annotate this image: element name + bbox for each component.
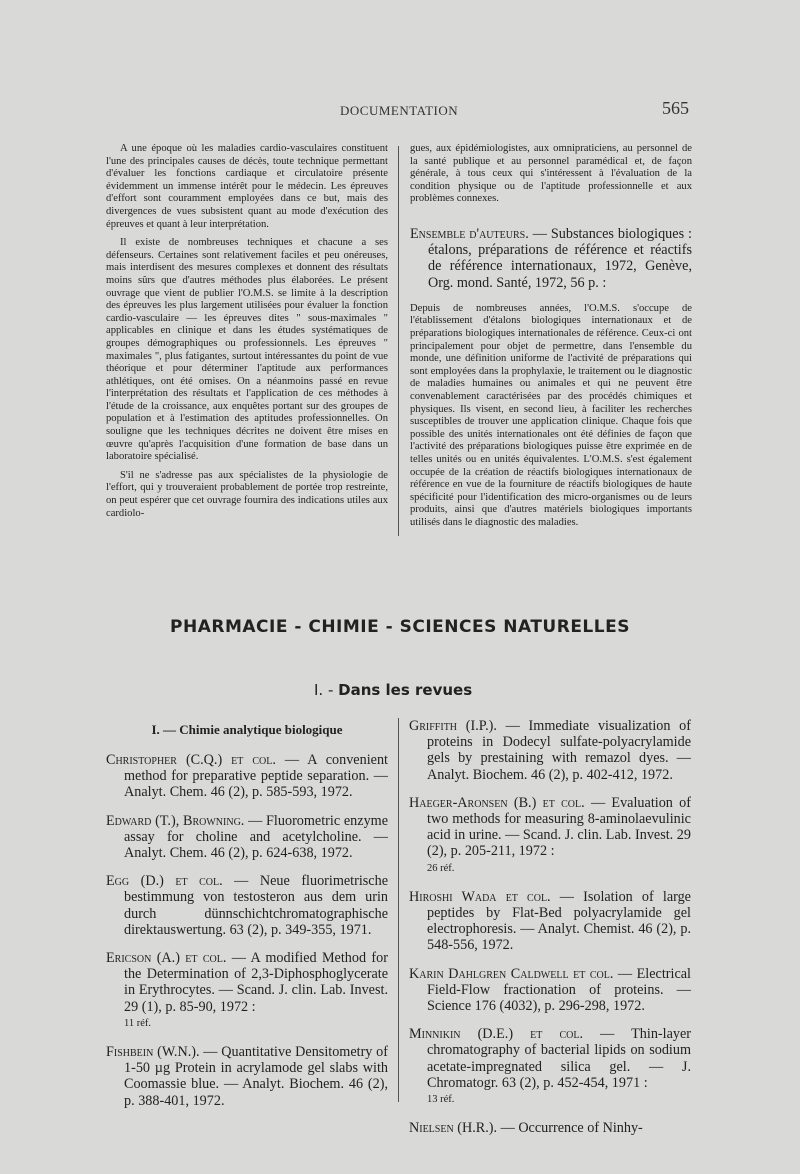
entry-text: — Immediate visualization of proteins in Dodecyl sulfate-polyacrylamide gels by prestaining with remazol dyes. — Analyt. Biochem. 46 (2), p. 402-412, 1972. (427, 718, 691, 783)
top-left-column (106, 143, 388, 526)
entry-author: Christopher (C.Q.) et col. (106, 752, 276, 768)
column-divider (398, 718, 399, 1102)
entry-author: Haeger-Aronsen (B.) et col. (409, 794, 585, 811)
bibliography-entry (106, 752, 388, 801)
paragraph: gues, aux épidémiologistes, aux omnipraticiens, au personnel de la santé publique et au personnel paramédical et, de façon générale, à tous ceux qui s'intéressent à l'évaluation de la condition physique ou de l'aptitude professionnelle et aux problèmes connexes. (410, 143, 692, 205)
entry-author: Griffith (I.P.). (409, 718, 497, 734)
bottom-right-column (409, 718, 691, 1148)
entry-text: — A modified Method for the Determination of 2,3-Diphosphoglycerate in Erythrocytes. — Scand. J. clin. Lab. Invest. 29 (1), p. 85-90, 1972 : (124, 950, 388, 1015)
rubric-heading: I. — Chimie analytique biologique (151, 722, 343, 737)
section-title: PHARMACIE - CHIMIE - SCIENCES NATURELLES (170, 617, 630, 637)
entry-author: Minnikin (D.E.) et col. (409, 1026, 583, 1043)
entry-author: Edward (T.), Browning. (106, 812, 245, 829)
subsection-title (314, 681, 472, 699)
continued-paragraph (410, 143, 692, 206)
paragraph: A une époque où les maladies cardio-vasculaires constituent l'une des principales causes de décès, toute technique permettant d'évaluer les fonctions cardiaque et circulatoire présente évidemment un immense intérêt pour le médecin. Les épreuves d'effort sont couramment employées dans ce but, mais des divergences de vues subsistent quant au mode d'exécution des épreuves et quant à leur interprétation. (106, 143, 388, 230)
bibliography-entry (106, 873, 388, 938)
page-number: 565 (662, 98, 689, 118)
running-head: DOCUMENTATION (340, 103, 459, 118)
entry-text: — Thin-layer chromatography of bacterial lipids on sodium acetate-impregnated silica gel. — J. Chromatogr. 63 (2), p. 452-454, 1971 : (427, 1026, 691, 1091)
top-right-column (410, 143, 692, 535)
subsection-label: Dans les revues (338, 681, 473, 699)
entry-author: Ensemble d'auteurs. (410, 225, 529, 242)
bibliography-entry (410, 226, 692, 291)
bibliography-entry (106, 813, 388, 862)
bibliography-entry (409, 795, 691, 877)
bibliography-entry (106, 950, 388, 1032)
bibliography-entry (409, 1120, 691, 1136)
bibliography-entry (106, 1044, 388, 1109)
entry-summary (410, 303, 692, 530)
entry-text: — Evaluation of two methods for measuring 8-aminolaevulinic acid in urine. — Scand. J. clin. Lab. Invest. 29 (2), p. 205-211, 1972 : (427, 794, 691, 860)
bibliography-entry (409, 966, 691, 1015)
entry-references: 11 réf. (124, 1017, 152, 1029)
entry-text: — Neue fluorimetrische bestimmung von testosteron aus dem urin durch dünnschichtchromatographische direktauswertung. 63 (2), p. 349-355, 1971. (124, 873, 388, 938)
entry-text: — Fluorometric enzyme assay for choline and acetylcholine. — Analyt. Chem. 46 (2), p. 624-638, 1972. (124, 812, 388, 862)
bibliography-entry (409, 1026, 691, 1108)
entry-author: Ericson (A.) et col. (106, 950, 227, 967)
column-divider (398, 146, 399, 536)
entry-author: Egg (D.) et col. (106, 873, 223, 890)
entry-author: Nielsen (H.R.). (409, 1120, 498, 1137)
entry-references: 26 réf. (427, 862, 455, 874)
entry-author: Hiroshi Wada et col. (409, 888, 551, 905)
entry-text: — Occurrence of Ninhy- (497, 1120, 643, 1137)
entry-text: — Substances biologiques : étalons, préparations de référence et réactifs de référence internationaux, 1972, Genève, Org. mond. Santé, 1972, 56 p. : (428, 225, 692, 291)
entry-text: — Electrical Field-Flow fractionation of proteins. — Science 176 (4032), p. 296-298, 1972. (427, 965, 691, 1015)
entry-references: 13 réf. (427, 1094, 455, 1106)
paragraph: Il existe de nombreuses techniques et chacune a ses défenseurs. Certaines sont relativement faciles et peu onéreuses, mais interdisent des mesures complexes et donnent des résultats moins sûrs que d'autres méthodes plus élaborées. Le présent ouvrage que vient de publier l'O.M.S. se limite à la description des épreuves les plus largement utilisées pour évaluer la fonction cardio-vasculaire — les épreuves dites " sous-maximales " applicables en clinique et dans les études systématiques de groupes démographiques ou professionnels. Les épreuves " maximales ", plus fatigantes, surtout intéressantes du point de vue théorique et pour déterminer l'aptitude aux performances athlétiques, ont été omises. On a néanmoins passé en revue l'interprétation des résultats et l'application de ces méthodes à l'étude de la croissance, aux enquêtes portant sur des groupes de population et à l'estimation des aptitudes professionnelles. On souligne que les techniques décrites ne doivent être mises en œuvre qu'après l'acquisition d'une formation de base dans un laboratoire spécialisé. (106, 237, 388, 463)
bibliography-entry (409, 889, 691, 954)
entry-author: Karin Dahlgren Caldwell et col. (409, 965, 614, 982)
paragraph: Depuis de nombreuses années, l'O.M.S. s'occupe de l'établissement d'étalons biologiques internationaux et de préparations biologiques internationales de référence. Ceux-ci ont principalement pour objet de permettre, dans l'ensemble du monde, une définition uniforme de l'activité de préparations qui sont employées dans la prophylaxie, le traitement ou le diagnostic de maladies humaines ou animales et qui ne peuvent être convenablement caractérisées par des procédés chimiques et physiques. Ils visent, en second lieu, à faciliter les recherches susceptibles de trouver une application clinique. Chaque fois que possible des unités internationales ont été définies de façon que l'activité des préparations biologiques puisse être exprimée en de telles unités ou en unités équivalentes. L'O.M.S. s'est également occupée de la création de réactifs biologiques internationaux de référence en vue de la fourniture de réactifs biologiques de haute spécificité pour l'identification des micro-organismes ou de leurs produits, ainsi que d'autres matériels biologiques importants utilisés dans le diagnostic des maladies. (410, 302, 692, 528)
bottom-left-column (106, 722, 388, 1121)
entry-text: — A convenient method for preparative peptide separation. — Analyt. Chem. 46 (2), p. 585-593, 1972. (124, 752, 388, 801)
entry-author: Fishbein (W.N.). (106, 1044, 200, 1061)
bibliography-entry (409, 718, 691, 783)
subsection-number: I. - (314, 681, 339, 699)
paragraph: S'il ne s'adresse pas aux spécialistes de la physiologie de l'effort, qui y trouveraient probablement de portée trop restreinte, on peut espérer que cet ouvrage fournira des indications utiles aux cardiolo- (106, 469, 388, 519)
entry-text: — Quantitative Densitometry of 1-50 µg Protein in acrylamode gel slabs with Coomassie blue. — Analyt. Biochem. 46 (2), p. 388-401, 1972. (124, 1044, 388, 1109)
entry-text: — Isolation of large peptides by Flat-Bed polyacrylamide gel electrophoresis. — Analyt. Chemist. 46 (2), p. 548-556, 1972. (427, 888, 691, 954)
